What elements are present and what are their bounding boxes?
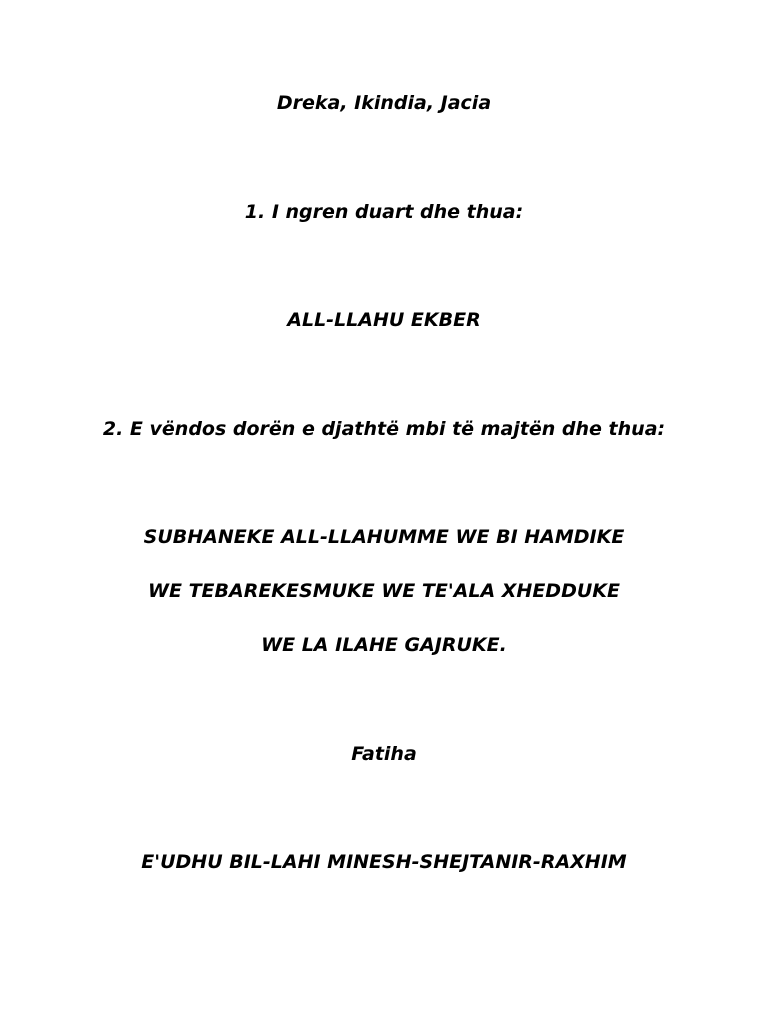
dua-line-3: WE LA ILAHE GAJRUKE. [261,634,507,656]
step-2-instruction: 2. E vëndos dorën e djathtë mbi të majtën dhe thua: [102,418,666,440]
section-title: Dreka, Ikindia, Jacia [276,92,492,114]
dua-line-1: SUBHANEKE ALL-LLAHUMME WE BI HAMDIKE [143,526,625,548]
takbir-text: ALL-LLAHU EKBER [287,309,481,331]
dua-line-2: WE TEBAREKESMUKE WE TE'ALA XHEDDUKE [148,580,620,602]
fatiha-heading: Fatiha [351,743,417,765]
isti-adha-text: E'UDHU BIL-LAHI MINESH-SHEJTANIR-RAXHIM [141,851,627,873]
step-1-instruction: 1. I ngren duart dhe thua: [244,201,524,223]
